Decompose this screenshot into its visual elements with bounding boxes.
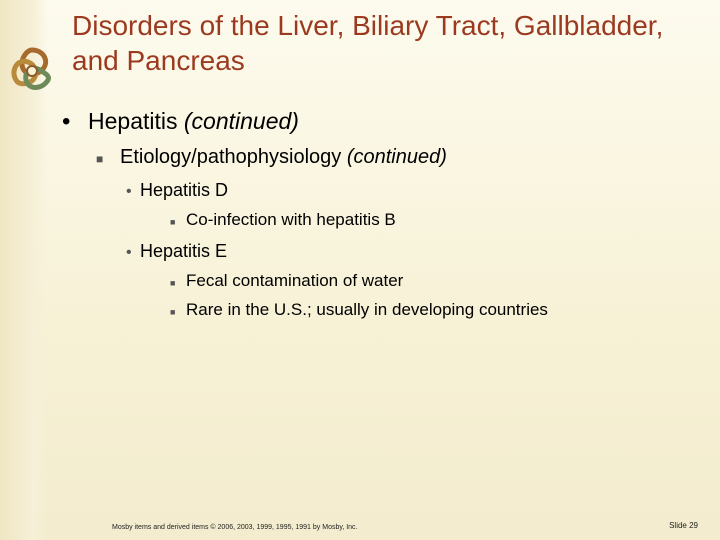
slide-number: Slide 29	[669, 521, 698, 530]
bullet-square-icon: ■	[170, 217, 176, 227]
footer-copyright: Mosby items and derived items © 2006, 2003, 1999, 1995, 1991 by Mosby, Inc.	[112, 524, 358, 531]
bullet-continued: (continued)	[183, 108, 299, 134]
bullet-text: Hepatitis E	[140, 241, 228, 261]
bullet-coinfection	[170, 210, 396, 230]
bullet-etiology	[96, 146, 447, 169]
bullet-continued: (continued)	[346, 146, 447, 168]
bullet-dot-icon: •	[126, 244, 132, 261]
slide-title: Disorders of the Liver, Biliary Tract, Gallbladder, and Pancreas	[72, 10, 664, 76]
bullet-text: Co-infection with hepatitis B	[186, 210, 396, 229]
bullet-text: Hepatitis	[88, 108, 184, 134]
bullet-hepatitis	[62, 108, 299, 136]
bullet-dot-icon: •	[126, 183, 132, 200]
bullet-text: Rare in the U.S.; usually in developing countries	[186, 300, 548, 319]
bullet-dot-icon: •	[62, 108, 71, 135]
celtic-knot-icon	[6, 44, 58, 96]
bullet-hepatitis-e	[126, 241, 227, 262]
bullet-text: Etiology/pathophysiology	[120, 146, 347, 168]
bullet-fecal	[170, 271, 403, 291]
bullet-rare	[170, 300, 548, 320]
bullet-square-icon: ■	[170, 278, 176, 288]
bullet-text: Fecal contamination of water	[186, 271, 404, 290]
bullet-text: Hepatitis D	[140, 180, 229, 200]
bullet-hepatitis-d	[126, 180, 228, 201]
bullet-square-icon: ■	[170, 307, 176, 317]
bullet-square-icon: ■	[96, 152, 104, 166]
